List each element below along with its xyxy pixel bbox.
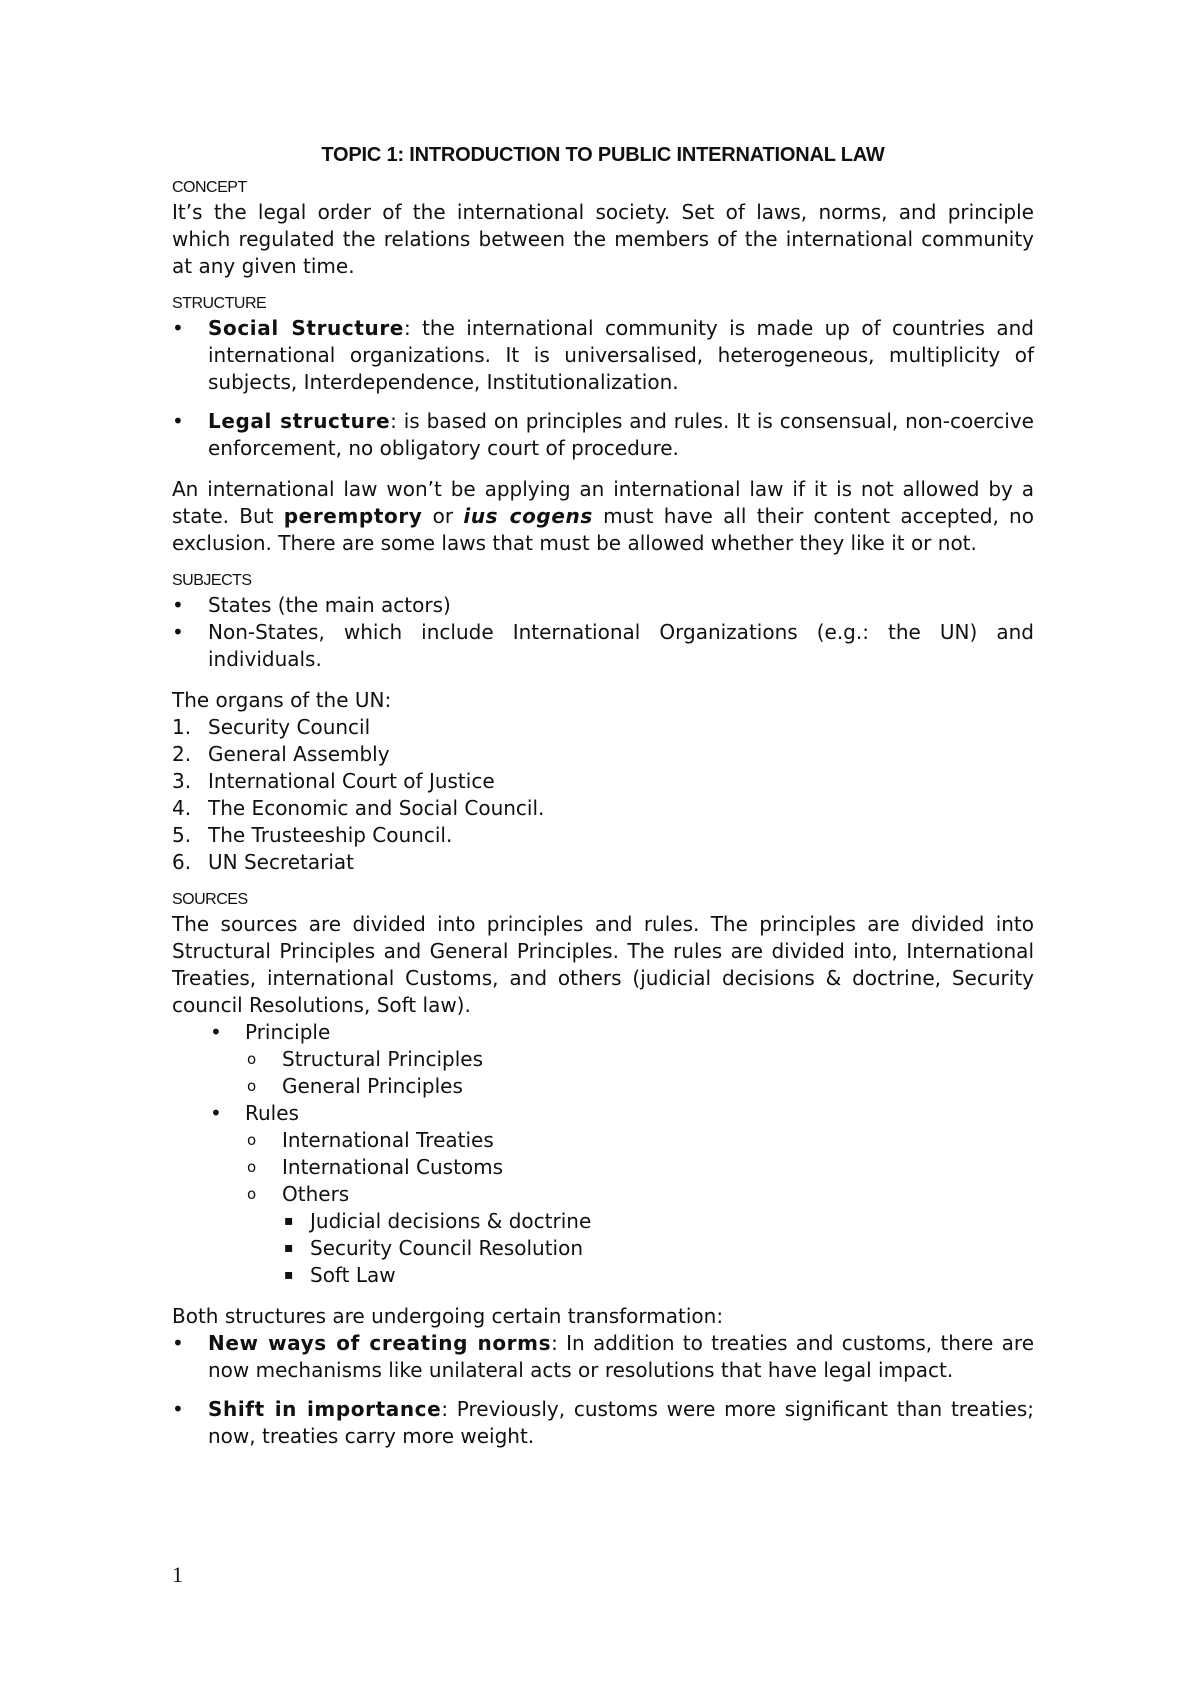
list-item-text: Structural Principles: [282, 1047, 484, 1071]
list-item: [245, 1181, 1034, 1289]
square-marker: ▪: [284, 1213, 294, 1229]
sources-list: [172, 1019, 1034, 1289]
list-item-text: Security Council: [208, 715, 371, 739]
list-item: [208, 1019, 1034, 1100]
transformation-item-new-ways: [172, 1330, 1034, 1384]
list-item-text: International Court of Justice: [208, 769, 495, 793]
transformation-item-shift: [172, 1396, 1034, 1450]
organs-intro: The organs of the UN:: [172, 688, 392, 712]
square-marker: ▪: [284, 1240, 294, 1256]
bullet-marker: •: [172, 593, 184, 617]
circle-marker: o: [247, 1185, 257, 1203]
transformation-item-term: New ways of creating norms: [208, 1331, 552, 1355]
un-organs-list: [172, 714, 1034, 876]
ius-cogens-term: ius cogens: [463, 504, 593, 528]
list-item-text: Others: [282, 1182, 350, 1206]
list-item-text: Security Council Resolution: [310, 1236, 584, 1260]
list-item: [172, 592, 1034, 619]
list-item: [172, 822, 1034, 849]
list-item-text: Rules: [245, 1101, 299, 1125]
principle-sublist: [245, 1046, 1034, 1100]
bullet-marker: •: [210, 1020, 222, 1044]
list-item-text: International Customs: [282, 1155, 504, 1179]
list-item-text: The Economic and Social Council.: [208, 796, 545, 820]
list-item-text: UN Secretariat: [208, 850, 355, 874]
page-title: TOPIC 1: INTRODUCTION TO PUBLIC INTERNATIONAL LAW: [321, 144, 885, 166]
paragraph-part: An international law won’t be applying an international law if it is not allowed by a state. But: [172, 477, 1034, 528]
list-item-text: Soft Law: [310, 1263, 396, 1287]
list-number: 5.: [172, 823, 192, 847]
paragraph-part: must have all their content accepted, no exclusion. There are some laws that must be allowed whether they like it or not.: [172, 504, 1034, 555]
page-number: 1: [172, 1562, 183, 1587]
circle-marker: o: [247, 1131, 257, 1149]
subjects-list: [172, 592, 1034, 673]
list-number: 3.: [172, 769, 192, 793]
list-item-text: International Treaties: [282, 1128, 494, 1152]
bullet-marker: •: [172, 316, 184, 340]
subjects-heading: SUBJECTS: [172, 572, 252, 589]
circle-marker: o: [247, 1077, 257, 1095]
list-item: [245, 1154, 1034, 1181]
list-item: [172, 714, 1034, 741]
others-sublist: [282, 1208, 1034, 1289]
list-item: [282, 1235, 1034, 1262]
rules-sublist: [245, 1127, 1034, 1289]
list-item: [282, 1208, 1034, 1235]
list-item-text: Principle: [245, 1020, 331, 1044]
bullet-marker: •: [172, 1397, 184, 1421]
sources-heading: SOURCES: [172, 891, 248, 908]
structure-item-legal: [172, 408, 1034, 462]
structure-heading: STRUCTURE: [172, 295, 267, 312]
list-item-text: States (the main actors): [208, 593, 451, 617]
list-item-text: The Trusteeship Council.: [208, 823, 453, 847]
transformation-intro: Both structures are undergoing certain transformation:: [172, 1304, 724, 1328]
list-item-text: General Principles: [282, 1074, 463, 1098]
concept-text: It’s the legal order of the international society. Set of laws, norms, and principle which regulated the relations between the members of the international community at any given time.: [172, 200, 1034, 278]
structure-list: [172, 315, 1034, 462]
bullet-marker: •: [172, 1331, 184, 1355]
sources-text: The sources are divided into principles and rules. The principles are divided into Structural Principles and General Principles. The rules are divided into, International Treaties, international Customs, and others (judicial decisions & doctrine, Security council Resolutions, Soft law).: [172, 912, 1034, 1017]
bullet-marker: •: [172, 409, 184, 433]
peremptory-term: peremptory: [283, 504, 423, 528]
list-item: [172, 795, 1034, 822]
structure-item-term: Social Structure: [208, 316, 404, 340]
transformation-item-term: Shift in importance: [208, 1397, 442, 1421]
list-item: [282, 1262, 1034, 1289]
peremptory-paragraph: [172, 476, 1034, 557]
bullet-marker: •: [210, 1101, 222, 1125]
circle-marker: o: [247, 1050, 257, 1068]
square-marker: ▪: [284, 1267, 294, 1283]
list-item: [245, 1046, 1034, 1073]
structure-item-text: : is based on principles and rules. It is consensual, non-coercive enforcement, no obligatory court of procedure.: [208, 409, 1034, 460]
list-number: 6.: [172, 850, 192, 874]
list-item: [172, 849, 1034, 876]
list-item-text: Judicial decisions & doctrine: [310, 1209, 592, 1233]
list-number: 2.: [172, 742, 192, 766]
structure-item-term: Legal structure: [208, 409, 391, 433]
list-item: [172, 741, 1034, 768]
circle-marker: o: [247, 1158, 257, 1176]
paragraph-part: or: [422, 504, 464, 528]
structure-item-text: : the international community is made up of countries and international organizations. It is universalised, heterogeneous, multiplicity of subjects, Interdependence, Institutionalization.: [208, 316, 1034, 394]
list-item-text: General Assembly: [208, 742, 390, 766]
page-content: [172, 144, 1034, 1450]
list-item-text: Non-States, which include International Organizations (e.g.: the UN) and individuals.: [208, 620, 1034, 671]
list-item: [208, 1100, 1034, 1289]
list-number: 4.: [172, 796, 192, 820]
list-item: [245, 1073, 1034, 1100]
transformation-item-text: : Previously, customs were more significant than treaties; now, treaties carry more weight.: [208, 1397, 1034, 1448]
list-number: 1.: [172, 715, 192, 739]
transformation-list: [172, 1330, 1034, 1450]
list-item: [245, 1127, 1034, 1154]
list-item: [172, 619, 1034, 673]
structure-item-social: [172, 315, 1034, 396]
transformation-item-text: : In addition to treaties and customs, there are now mechanisms like unilateral acts or resolutions that have legal impact.: [208, 1331, 1034, 1382]
concept-heading: CONCEPT: [172, 179, 247, 196]
bullet-marker: •: [172, 620, 184, 644]
list-item: [172, 768, 1034, 795]
